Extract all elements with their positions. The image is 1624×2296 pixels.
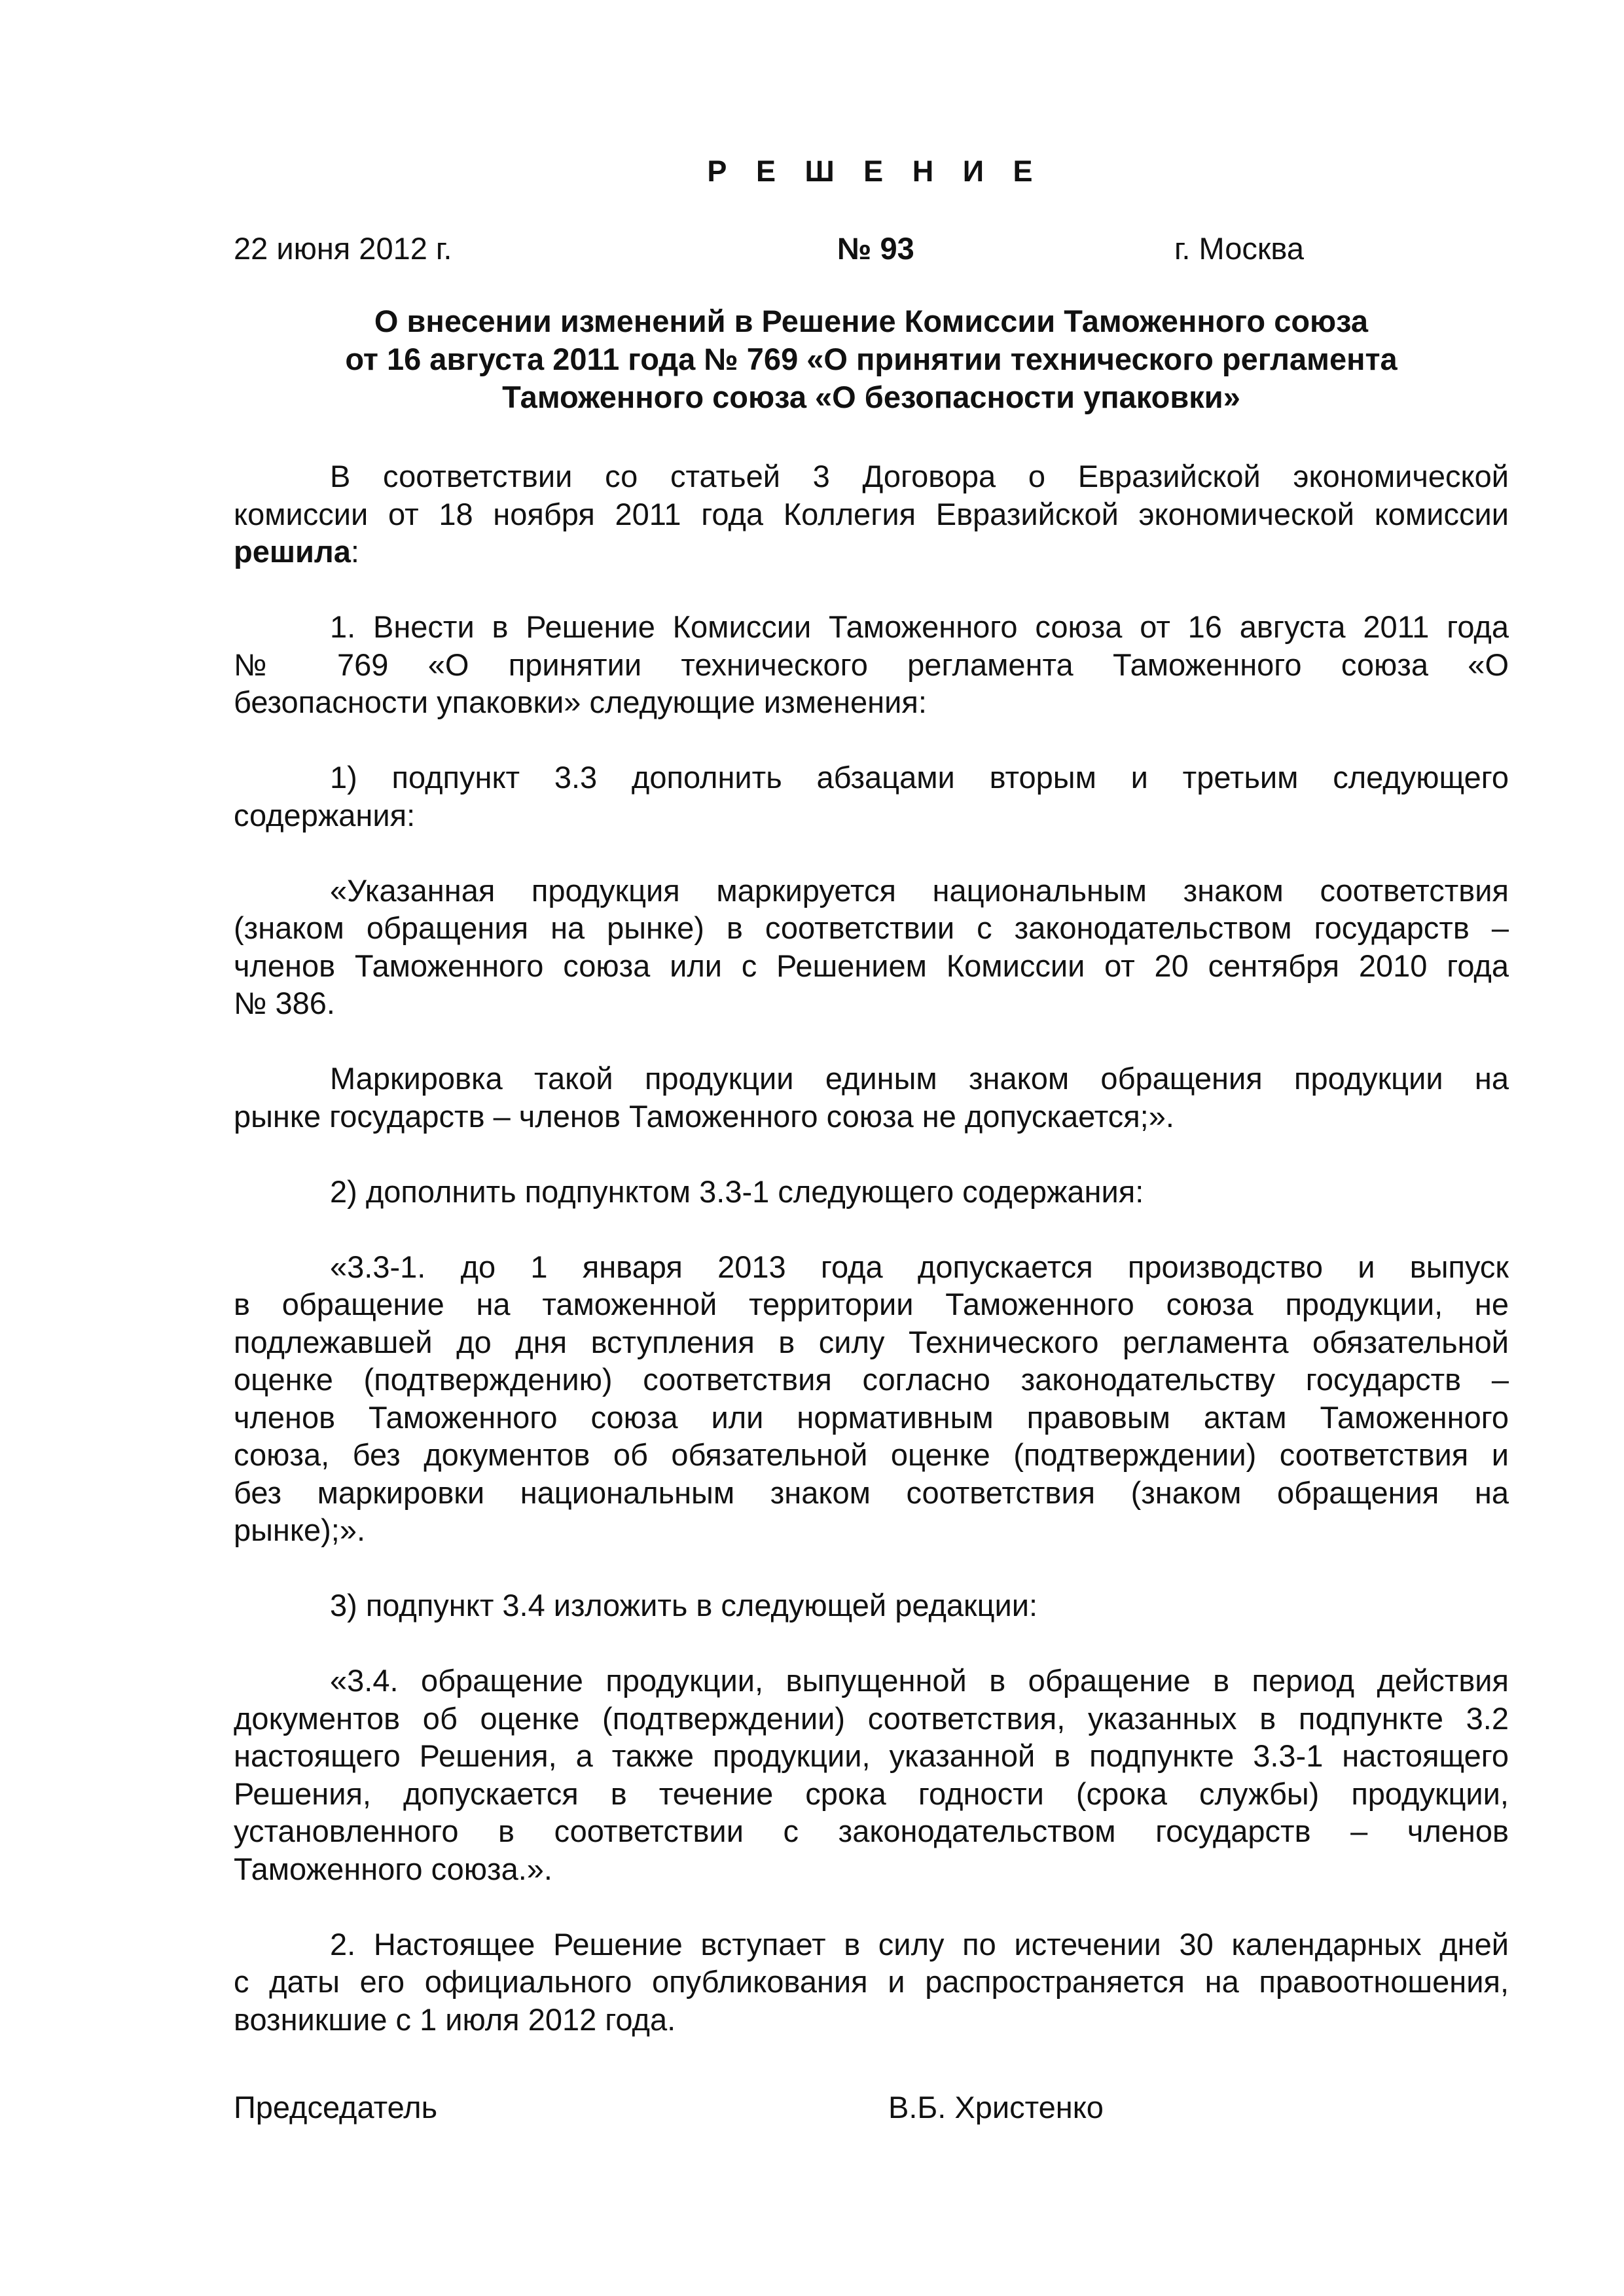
subitem-1-paragraph xyxy=(234,759,1509,834)
quote-1a-paragraph xyxy=(234,872,1509,1022)
document-date: 22 июня 2012 г. xyxy=(234,231,452,266)
paragraph-line: союза, без документов об обязательной оценке (подтверждении) соответствия и xyxy=(234,1437,1509,1472)
paragraph-line: «Указанная продукция маркируется национальным знаком соответствия xyxy=(330,872,1509,908)
signature-block xyxy=(234,2088,1509,2127)
paragraph-line: 2) дополнить подпунктом 3.3-1 следующего содержания: xyxy=(330,1174,1144,1209)
paragraph-line: «3.4. обращение продукции, выпущенной в обращение в период действия xyxy=(330,1663,1509,1698)
paragraph-line: 1. Внести в Решение Комиссии Таможенного союза от 16 августа 2011 года xyxy=(330,609,1509,644)
document-title: Р Е Ш Е Н И Е xyxy=(707,154,1043,188)
decided-word: решила xyxy=(234,534,351,569)
paragraph-line xyxy=(234,533,1509,571)
paragraph-line: Таможенного союза.». xyxy=(234,1851,552,1886)
signatory-name: В.Б. Христенко xyxy=(888,2090,1104,2125)
subitem-2-paragraph xyxy=(234,1173,1509,1211)
paragraph-line: (знаком обращения на рынке) в соответствии с законодательством государств – xyxy=(234,910,1509,945)
document-body xyxy=(234,457,1509,2076)
paragraph-line: оценке (подтверждению) соответствия согласно законодательству государств – xyxy=(234,1362,1509,1397)
signatory-title: Председатель xyxy=(234,2090,438,2125)
paragraph-line: документов об оценке (подтверждении) соответствия, указанных в подпункте 3.2 xyxy=(234,1700,1509,1736)
item-1-paragraph xyxy=(234,608,1509,721)
subject-line: Таможенного союза «О безопасности упаковки» xyxy=(502,380,1240,414)
paragraph-line: № 769 «О принятии технического регламента Таможенного союза «О xyxy=(234,647,1509,682)
paragraph-line: рынке);». xyxy=(234,1513,366,1547)
quote-2-paragraph xyxy=(234,1248,1509,1549)
paragraph-line: комиссии от 18 ноября 2011 года Коллегия Евразийской экономической комиссии xyxy=(234,496,1509,531)
paragraph-line: 1) подпункт 3.3 дополнить абзацами вторым и третьим следующего xyxy=(330,760,1509,795)
paragraph-line: содержания: xyxy=(234,797,416,833)
paragraph-line: рынке государств – членов Таможенного союза не допускается;». xyxy=(234,1098,1174,1134)
paragraph-line: членов Таможенного союза или с Решением Комиссии от 20 сентября 2010 года xyxy=(234,948,1509,983)
subitem-3-paragraph xyxy=(234,1587,1509,1624)
quote-3-paragraph xyxy=(234,1662,1509,1888)
document-page xyxy=(234,0,1509,2296)
paragraph-line: безопасности упаковки» следующие изменения: xyxy=(234,685,927,719)
paragraph-line: Решения, допускается в течение срока годности (срока службы) продукции, xyxy=(234,1776,1509,1811)
decided-colon: : xyxy=(350,534,359,569)
paragraph-line: «3.3-1. до 1 января 2013 года допускается производство и выпуск xyxy=(330,1249,1509,1284)
paragraph-line: в обращение на таможенной территории Таможенного союза продукции, не xyxy=(234,1287,1509,1321)
paragraph-line: В соответствии со статьей 3 Договора о Евразийской экономической xyxy=(330,459,1509,493)
paragraph-line: № 386. xyxy=(234,986,335,1020)
paragraph-line: настоящего Решения, а также продукции, указанной в подпункте 3.3-1 настоящего xyxy=(234,1738,1509,1773)
subject-line: О внесении изменений в Решение Комиссии Таможенного союза xyxy=(374,304,1369,338)
paragraph-line: с даты его официального опубликования и распространяется на правоотношения, xyxy=(234,1964,1509,1999)
document-subject xyxy=(234,302,1509,416)
preamble-paragraph xyxy=(234,457,1509,571)
paragraph-line: возникшие с 1 июля 2012 года. xyxy=(234,2001,676,2037)
paragraph-line: установленного в соответствии с законодательством государств – членов xyxy=(234,1814,1509,1848)
document-city: г. Москва xyxy=(1174,231,1304,266)
paragraph-line: Маркировка такой продукции единым знаком обращения продукции на xyxy=(330,1061,1509,1096)
paragraph-line: членов Таможенного союза или нормативным правовым актам Таможенного xyxy=(234,1399,1509,1435)
document-number: № 93 xyxy=(837,231,914,266)
paragraph-line: 3) подпункт 3.4 изложить в следующей редакции: xyxy=(330,1588,1038,1623)
subject-line: от 16 августа 2011 года № 769 «О принятии технического регламента xyxy=(345,342,1398,376)
paragraph-line: 2. Настоящее Решение вступает в силу по истечении 30 календарных дней xyxy=(330,1926,1509,1962)
item-2-paragraph xyxy=(234,1926,1509,2039)
paragraph-line: подлежавшей до дня вступления в силу Технического регламента обязательной xyxy=(234,1324,1509,1359)
quote-1b-paragraph xyxy=(234,1060,1509,1135)
document-meta xyxy=(234,229,1509,268)
paragraph-line: без маркировки национальным знаком соответствия (знаком обращения на xyxy=(234,1475,1509,1510)
